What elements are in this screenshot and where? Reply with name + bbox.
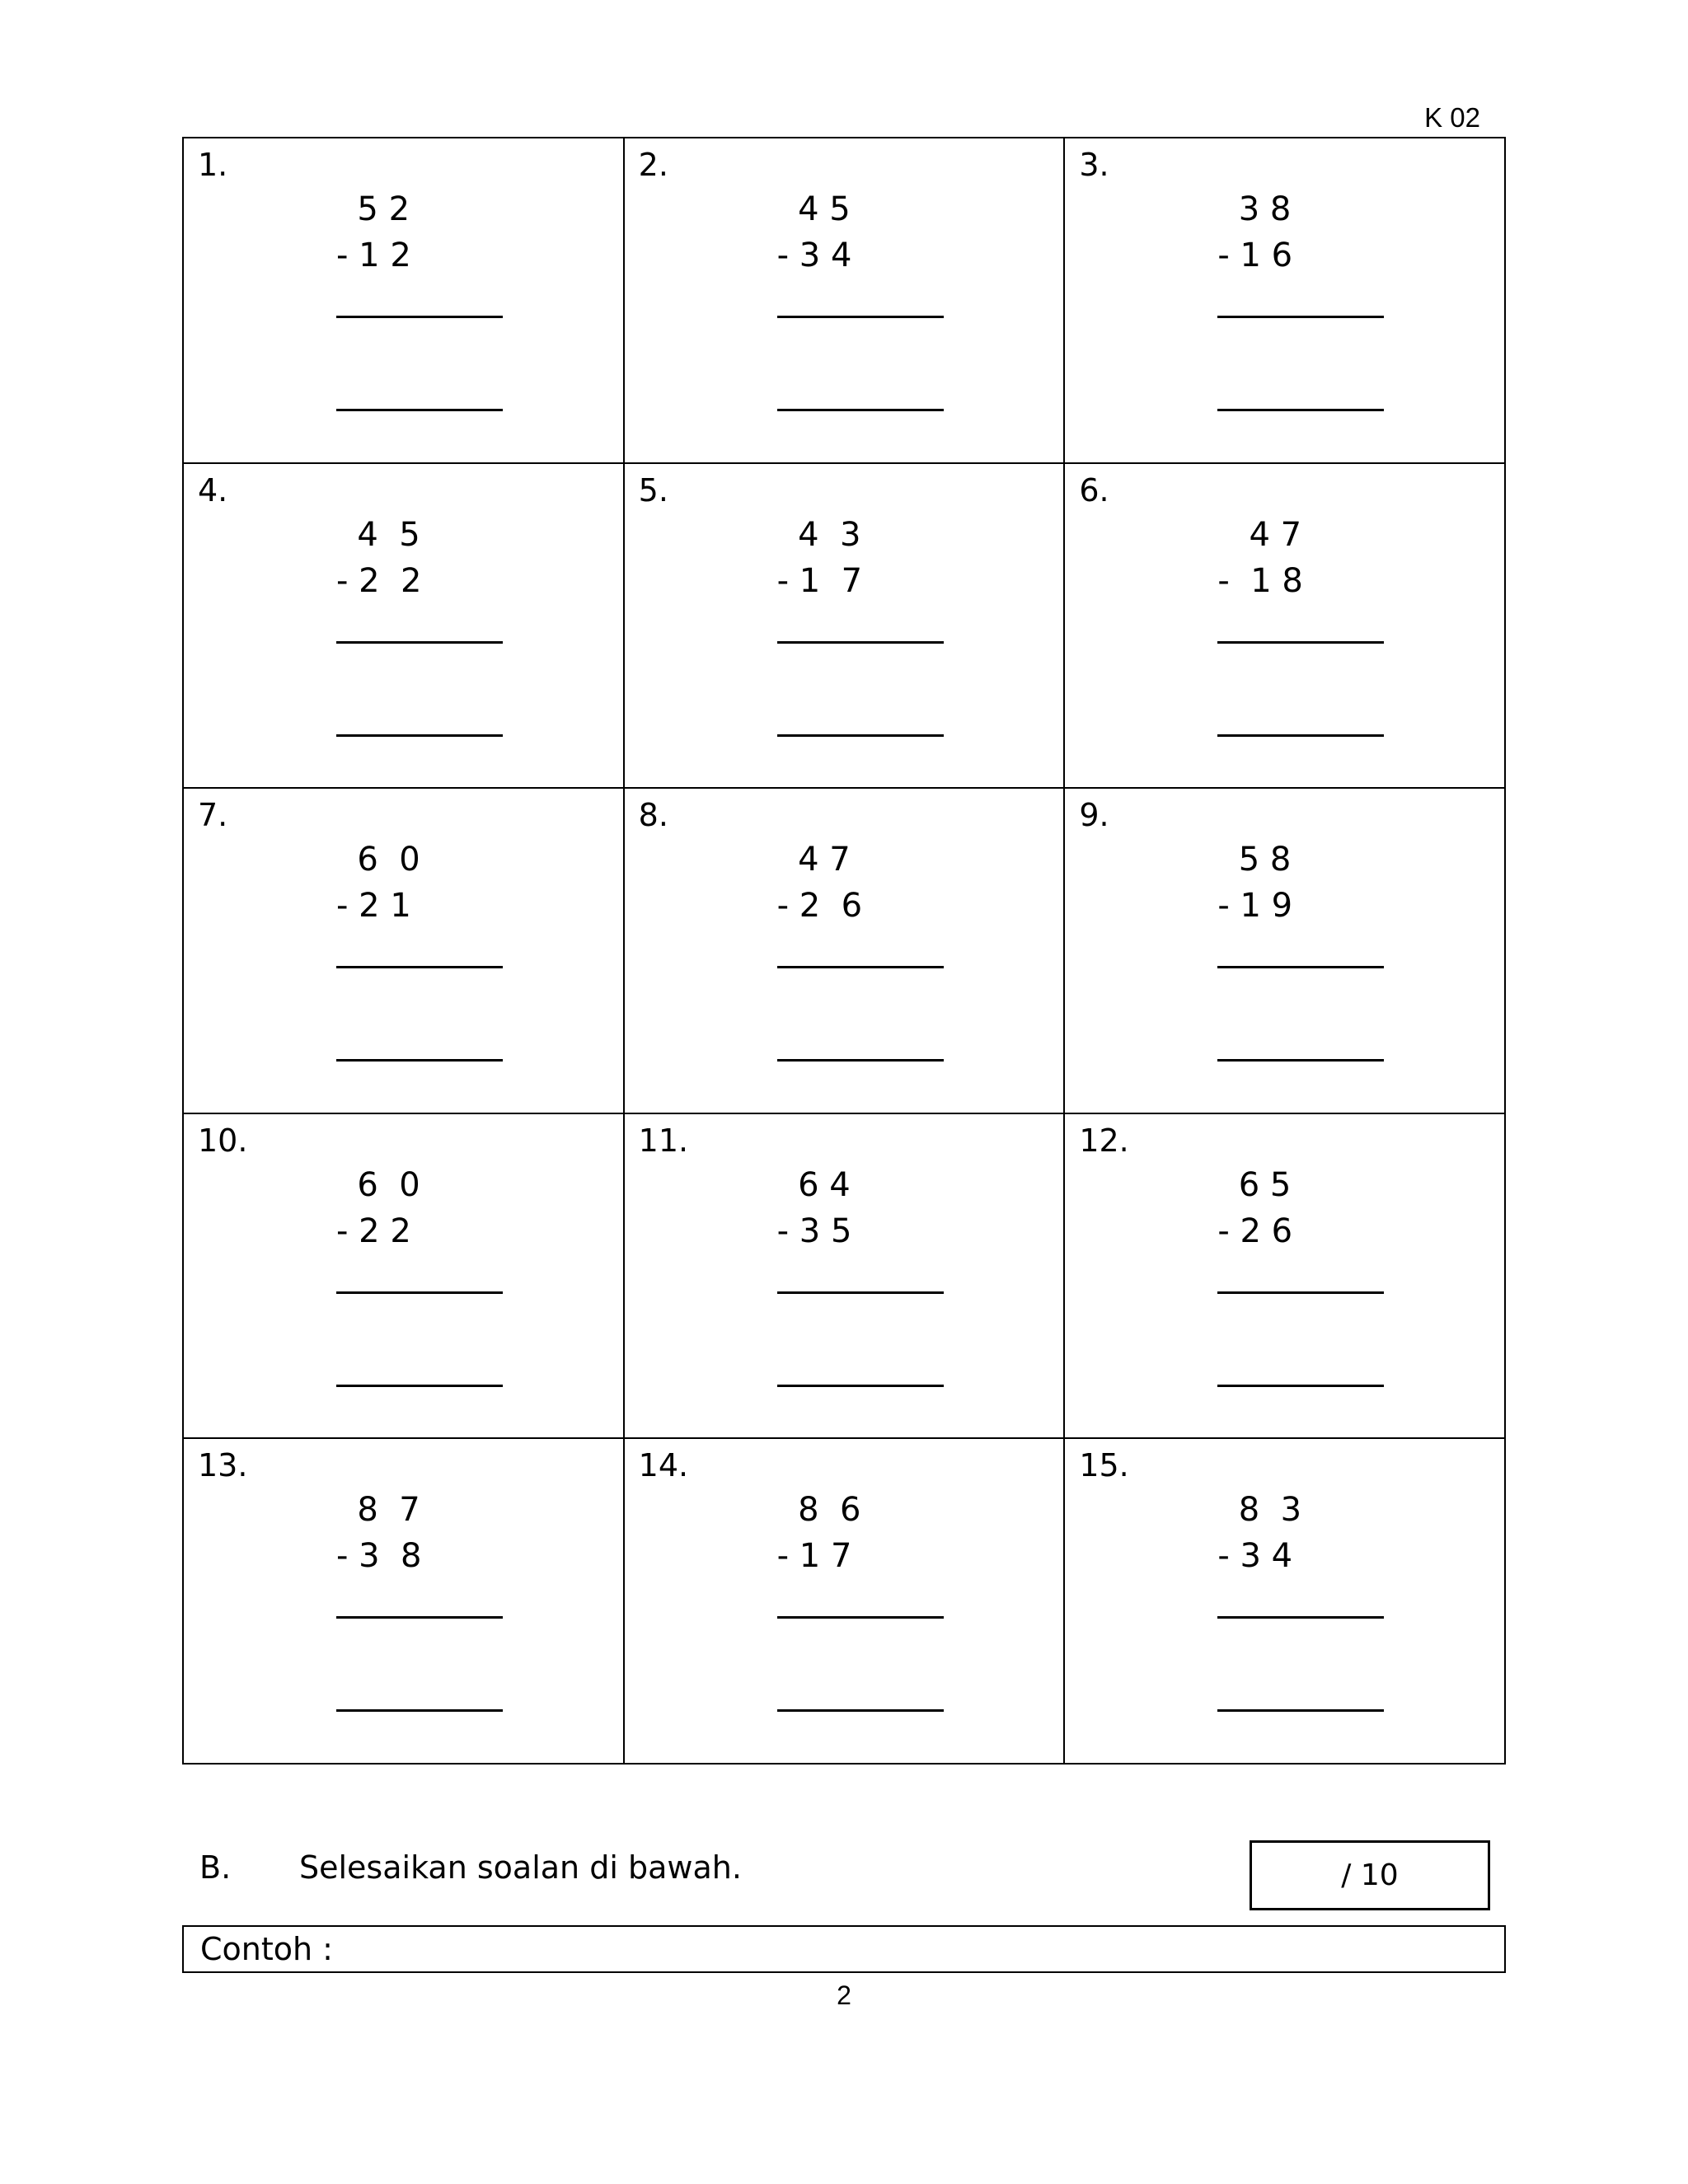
working-line[interactable]: [777, 1059, 944, 1062]
problem-cell: [1065, 138, 1506, 464]
subtrahend: - 3 4: [1217, 1537, 1293, 1576]
problem-cell: [625, 1439, 1066, 1765]
problem-number: 6.: [1079, 471, 1109, 509]
subtrahend: - 3 8: [336, 1537, 422, 1576]
working-line[interactable]: [1217, 1059, 1384, 1062]
answer-line[interactable]: [777, 966, 944, 968]
problem-number: 15.: [1079, 1447, 1129, 1484]
minuend: 5 8: [1217, 841, 1292, 879]
problem-number: 7.: [198, 797, 228, 834]
problem-grid: [182, 137, 1506, 1765]
subtrahend: - 3 4: [776, 237, 852, 274]
problem-expression: [777, 837, 942, 929]
problem-number: 2.: [638, 147, 668, 183]
subtrahend: - 1 6: [1217, 237, 1293, 274]
problem-cell: [184, 1114, 625, 1440]
problem-expression: [1217, 186, 1382, 279]
working-line[interactable]: [336, 734, 503, 737]
minuend: 8 7: [336, 1491, 420, 1530]
problem-number: 9.: [1079, 797, 1109, 834]
subtrahend: - 2 1: [336, 887, 411, 926]
answer-line[interactable]: [336, 641, 503, 644]
answer-line[interactable]: [777, 641, 944, 644]
problem-expression: [336, 186, 501, 279]
score-label: / 10: [1341, 1858, 1399, 1892]
answer-line[interactable]: [336, 1616, 503, 1619]
minuend: 3 8: [1217, 190, 1292, 228]
minuend: 8 3: [1217, 1491, 1302, 1530]
problem-number: 5.: [638, 471, 668, 509]
problem-cell: [184, 1439, 625, 1765]
working-line[interactable]: [336, 409, 503, 411]
answer-line[interactable]: [1217, 641, 1384, 644]
problem-expression: [777, 1162, 942, 1254]
problem-cell: [1065, 1439, 1506, 1765]
problem-cell: [184, 464, 625, 790]
minuend: 4 7: [776, 841, 851, 879]
subtrahend: - 2 6: [1217, 1212, 1293, 1250]
problem-expression: [1217, 512, 1382, 604]
problem-cell: [625, 789, 1066, 1114]
minuend: 4 5: [336, 515, 420, 554]
problem-number: 4.: [198, 471, 228, 509]
minuend: 6 4: [776, 1165, 851, 1204]
problem-number: 1.: [198, 147, 228, 183]
subtrahend: - 2 2: [336, 561, 422, 600]
problem-expression: [1217, 837, 1382, 929]
minuend: 5 2: [336, 190, 410, 228]
problem-cell: [625, 138, 1066, 464]
subtrahend: - 1 2: [336, 237, 411, 274]
subtrahend: - 2 2: [336, 1212, 411, 1250]
minuend: 4 7: [1217, 515, 1302, 554]
working-line[interactable]: [1217, 409, 1384, 411]
working-line[interactable]: [777, 1385, 944, 1387]
answer-line[interactable]: [1217, 966, 1384, 968]
answer-line[interactable]: [336, 1291, 503, 1294]
problem-expression: [336, 837, 501, 929]
working-line[interactable]: [336, 1385, 503, 1387]
minuend: 6 0: [336, 841, 420, 879]
problem-number: 10.: [198, 1122, 248, 1159]
problem-cell: [625, 464, 1066, 790]
working-line[interactable]: [336, 1709, 503, 1712]
problem-number: 3.: [1079, 147, 1109, 183]
working-line[interactable]: [1217, 1385, 1384, 1387]
problem-expression: [777, 1487, 942, 1579]
subtrahend: - 1 7: [776, 561, 863, 600]
working-line[interactable]: [1217, 734, 1384, 737]
subtrahend: - 2 6: [776, 887, 863, 926]
minuend: 4 3: [776, 515, 861, 554]
working-line[interactable]: [777, 734, 944, 737]
subtrahend: - 3 5: [776, 1212, 852, 1250]
problem-number: 14.: [638, 1447, 689, 1484]
minuend: 6 5: [1217, 1165, 1292, 1204]
section-letter: B.: [199, 1849, 232, 1886]
problem-cell: [184, 138, 625, 464]
problem-expression: [1217, 1487, 1382, 1579]
answer-line[interactable]: [336, 316, 503, 318]
answer-line[interactable]: [777, 1616, 944, 1619]
working-line[interactable]: [777, 1709, 944, 1712]
answer-line[interactable]: [777, 1291, 944, 1294]
answer-line[interactable]: [1217, 1616, 1384, 1619]
problem-cell: [184, 789, 625, 1114]
answer-line[interactable]: [1217, 316, 1384, 318]
problem-expression: [777, 512, 942, 604]
problem-expression: [336, 1162, 501, 1254]
working-line[interactable]: [1217, 1709, 1384, 1712]
problem-expression: [336, 512, 501, 604]
answer-line[interactable]: [336, 966, 503, 968]
minuend: 6 0: [336, 1165, 420, 1204]
minuend: 8 6: [776, 1491, 861, 1530]
problem-number: 13.: [198, 1447, 248, 1484]
problem-number: 8.: [638, 797, 668, 834]
problem-cell: [1065, 1114, 1506, 1440]
problem-cell: [1065, 789, 1506, 1114]
subtrahend: - 1 9: [1217, 887, 1293, 926]
subtrahend: - 1 8: [1217, 561, 1303, 600]
problem-expression: [777, 186, 942, 279]
score-box: [1250, 1840, 1490, 1910]
problem-cell: [625, 1114, 1066, 1440]
problem-cell: [1065, 464, 1506, 790]
working-line[interactable]: [336, 1059, 503, 1062]
problem-expression: [336, 1487, 501, 1579]
page-number: 2: [837, 1980, 851, 2010]
problem-number: 12.: [1079, 1122, 1129, 1159]
answer-line[interactable]: [777, 316, 944, 318]
problem-expression: [1217, 1162, 1382, 1254]
minuend: 4 5: [776, 190, 851, 228]
answer-line[interactable]: [1217, 1291, 1384, 1294]
working-line[interactable]: [777, 409, 944, 411]
problem-number: 11.: [638, 1122, 689, 1159]
page-code: K 02: [1424, 102, 1480, 133]
section-instruction: Selesaikan soalan di bawah.: [299, 1849, 742, 1886]
example-box: [182, 1925, 1506, 1973]
subtrahend: - 1 7: [776, 1537, 852, 1576]
example-label: Contoh :: [200, 1931, 333, 1967]
